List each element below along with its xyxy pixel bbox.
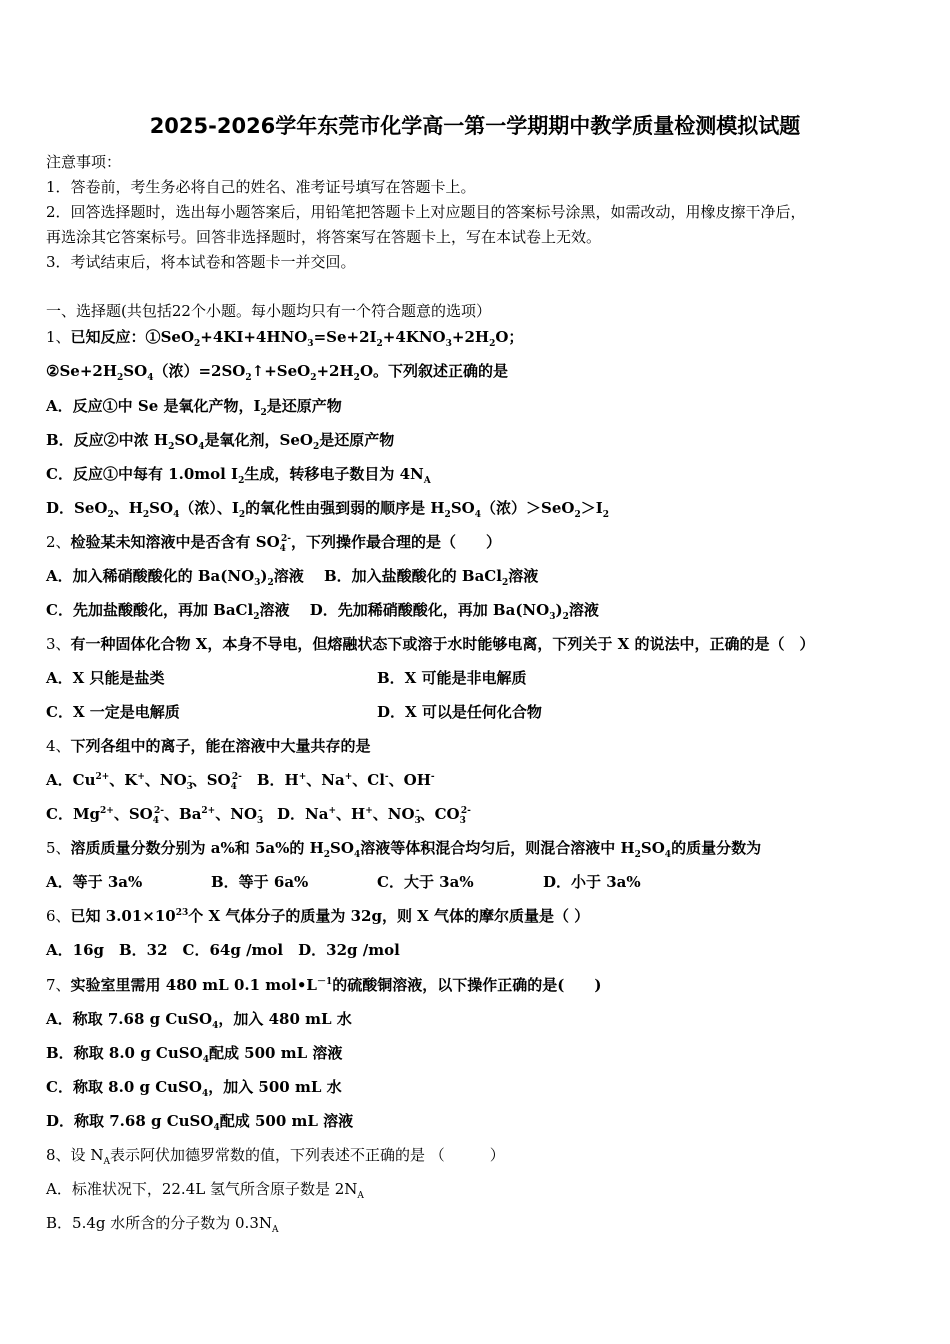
question-1-option-c: C．反应①中每有 1.0mol $I_2$生成，转移电子数目为 $4N_A$: [46, 465, 431, 486]
question-2-stem: 2、检验某未知溶液中是否含有 $SO_4^{2-}$，下列操作最合理的是（ ）: [46, 533, 501, 554]
question-5-option-d: D．小于 3a%: [543, 873, 641, 891]
question-3-option-a: A．X 只能是盐类: [46, 669, 165, 687]
question-4-options-ab: A．$Cu^{2+}$、K+、$NO_3^-$、$SO_4^{2-}$ B．H+、Na+、Cl-、OH-: [46, 771, 435, 792]
question-5-option-a: A．等于 3a%: [46, 873, 143, 891]
question-8-option-a: A．标准状况下，22.4L 氢气所含原子数是 $2N_A$: [46, 1180, 364, 1201]
question-3-option-d: D．X 可以是任何化合物: [377, 703, 542, 721]
question-5-option-c: C．大于 3a%: [377, 873, 474, 891]
question-6-options: A．16g B．32 C．64g /mol D．32g /mol: [46, 941, 400, 959]
question-7-option-d: D．称取 7.68 g CuSO$_4$配成 500 mL 溶液: [46, 1112, 354, 1133]
page-title: 2025-2026学年东莞市化学高一第一学期期中教学质量检测模拟试题: [149, 114, 801, 138]
question-1-option-a: A．反应①中 Se 是氧化产物，$I_2$是还原产物: [46, 397, 342, 418]
question-7-option-a: A．称取 7.68 g CuSO$_4$，加入 480 mL 水: [46, 1010, 352, 1031]
notice-heading: 注意事项：: [46, 153, 122, 171]
question-7-option-c: C．称取 8.0 g CuSO$_4$，加入 500 mL 水: [46, 1078, 342, 1099]
question-4-stem: 4、下列各组中的离子，能在溶液中大量共存的是: [46, 737, 371, 755]
question-1-option-d: D．SeO$_2$、$H_2SO_4$（浓）、$I_2$的氧化性由强到弱的顺序是 $H_2SO_4$（浓）$>SeO_2>I_2$: [46, 499, 609, 520]
question-3-option-b: B．X 可能是非电解质: [377, 669, 527, 687]
question-3-option-c: C．X 一定是电解质: [46, 703, 180, 721]
question-8-stem: 8、设 $N_A$表示阿伏加德罗常数的值，下列表述不正确的是 （ ）: [46, 1146, 505, 1167]
question-3-stem: 3、有一种固体化合物 X，本身不导电，但熔融状态下或溶于水时能够电离，下列关于 X 的说法中，正确的是（ ）: [46, 635, 815, 653]
question-6-stem: 6、已知 $3.01\times 10^{23}$个 X 气体分子的质量为 32g，则 X 气体的摩尔质量是（ ）: [46, 907, 590, 925]
notice-item-2: 2．回答选择题时，选出每小题答案后，用铅笔把答题卡上对应题目的答案标号涂黑，如需改动，用橡皮擦干净后，: [46, 203, 806, 221]
question-7-stem: 7、实验室里需用 480 mL 0.1 $mol•L^{-1}$的硫酸铜溶液，以下操作正确的是( ): [46, 976, 602, 994]
question-5-stem: 5、溶质质量分数分别为 a%和 5a%的 $H_2SO_4$溶液等体积混合均匀后，则混合溶液中 $H_2SO_4$的质量分数为: [46, 839, 762, 860]
question-2-options-cd: C．先加盐酸酸化，再加 BaCl$_2$溶液 D．先加稀硝酸酸化，再加 $Ba(NO_3)_2$溶液: [46, 601, 599, 622]
question-7-option-b: B．称取 8.0 g CuSO$_4$配成 500 mL 溶液: [46, 1044, 343, 1065]
section-heading: 一、选择题(共包括22个小题。每小题均只有一个符合题意的选项）: [46, 302, 491, 320]
question-4-options-cd: C．$Mg^{2+}$、$SO_4^{2-}$、$Ba^{2+}$、$NO_3^-$ D．Na+、H+、$NO_3^-$、$CO_3^{2-}$: [46, 805, 471, 826]
notice-item-3: 3．考试结束后，将本试卷和答题卡一并交回。: [46, 253, 356, 271]
notice-item-2-cont: 再选涂其它答案标号。回答非选择题时，将答案写在答题卡上，写在本试卷上无效。: [46, 228, 602, 246]
question-2-options-ab: A．加入稀硝酸酸化的 $Ba(NO_3)_2$溶液 B．加入盐酸酸化的 BaCl$_2$溶液: [46, 567, 539, 588]
question-1-stem: 1、已知反应：$①SeO_2+4KI+4HNO_3=Se+2I_2+4KNO_3+2H_2O$；: [46, 328, 524, 349]
question-1-option-b: B．反应②中浓 $H_2SO_4$是氧化剂，SeO$_2$是还原产物: [46, 431, 395, 452]
question-8-option-b: B．5.4g 水所含的分子数为 $0.3N_A$: [46, 1214, 279, 1235]
question-5-option-b: B．等于 6a%: [211, 873, 309, 891]
notice-item-1: 1．答卷前，考生务必将自己的姓名、准考证号填写在答题卡上。: [46, 178, 476, 196]
question-1-stem-2: $②Se+2H_2SO_4$（浓）$=2SO_2↑+SeO_2+2H_2O$。下列叙述正确的是: [46, 362, 509, 383]
